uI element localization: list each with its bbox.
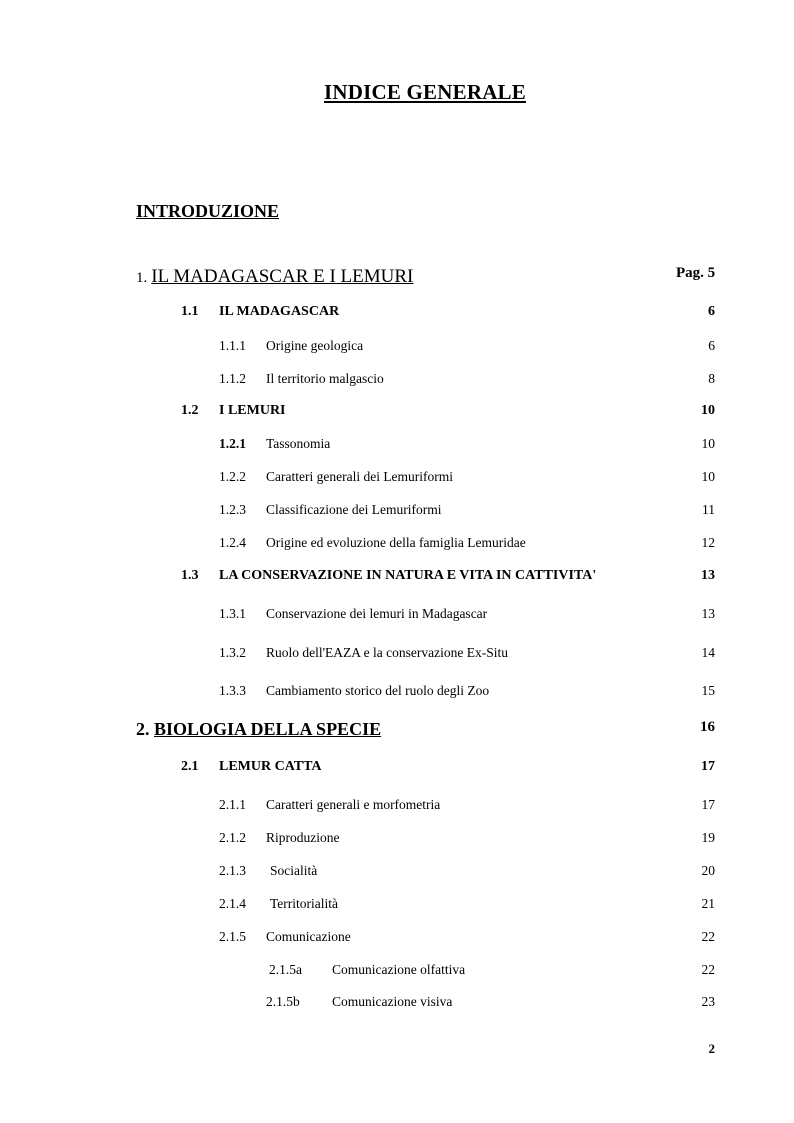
subsection-number: 1.1.2 <box>219 371 246 386</box>
subsection-page: 22 <box>701 929 715 944</box>
subsection-title: Conservazione dei lemuri in Madagascar <box>266 606 488 621</box>
section-number: 1.3 <box>181 568 199 583</box>
subsection-title: Origine ed evoluzione della famiglia Lemuridae <box>266 535 526 550</box>
subsubsection-page: 23 <box>701 994 715 1009</box>
section-number: 2.1 <box>181 759 199 774</box>
subsection-title: Ruolo dell'EAZA e la conservazione Ex-Situ <box>266 645 508 660</box>
subsection-number: 2.1.3 <box>219 863 246 878</box>
subsubsection-number: 2.1.5b <box>266 994 300 1009</box>
subsection-page: 20 <box>701 863 715 878</box>
subsection-title: Socialità <box>270 863 318 878</box>
subsection-page: 17 <box>701 797 715 812</box>
section-page: 17 <box>701 759 715 774</box>
subsection-page: 8 <box>708 371 715 386</box>
subsection-title: Caratteri generali dei Lemuriformi <box>266 469 454 484</box>
subsection-page: 6 <box>708 338 715 353</box>
section-title: I LEMURI <box>219 403 286 418</box>
subsection-number: 2.1.5 <box>219 929 246 944</box>
subsection-number: 2.1.4 <box>219 896 246 911</box>
subsection-number: 1.3.2 <box>219 645 246 660</box>
chapter-2-page: 16 <box>700 719 715 735</box>
subsection-number: 1.2.3 <box>219 502 246 517</box>
subsection-page: 14 <box>701 645 715 660</box>
subsection-title: Cambiamento storico del ruolo degli Zoo <box>266 683 490 698</box>
subsection-page: 12 <box>701 535 715 550</box>
section-page: 10 <box>701 403 715 418</box>
subsubsection-page: 22 <box>701 962 715 977</box>
subsection-number: 2.1.1 <box>219 797 246 812</box>
chapter-2-heading <box>136 719 381 740</box>
intro-heading: INTRODUZIONE <box>136 201 280 221</box>
subsection-title: Caratteri generali e morfometria <box>266 797 441 812</box>
chapter-1-title: IL MADAGASCAR E I LEMURI <box>151 266 414 287</box>
subsection-page: 19 <box>701 830 715 845</box>
page-title: INDICE GENERALE <box>324 80 526 104</box>
subsection-number: 1.3.1 <box>219 606 246 621</box>
section-title: LEMUR CATTA <box>219 759 322 774</box>
subsection-title: Comunicazione <box>266 929 351 944</box>
subsection-page: 15 <box>701 683 715 698</box>
subsection-page: 10 <box>701 436 715 451</box>
chapter-1-heading <box>136 266 413 288</box>
subsection-title: Tassonomia <box>266 436 331 451</box>
subsection-number: 1.2.1 <box>219 436 246 451</box>
page-number: 2 <box>708 1041 715 1056</box>
chapter-1-page: Pag. 5 <box>676 265 716 281</box>
subsection-title: Classificazione dei Lemuriformi <box>266 502 442 517</box>
section-page: 6 <box>708 304 715 319</box>
subsection-page: 10 <box>701 469 715 484</box>
chapter-1-number: 1. <box>136 270 148 286</box>
subsection-page: 11 <box>702 502 715 517</box>
subsection-title: Territorialità <box>270 896 339 911</box>
section-number: 1.1 <box>181 304 199 319</box>
chapter-2-title: BIOLOGIA DELLA SPECIE <box>154 719 382 739</box>
subsection-page: 21 <box>701 896 715 911</box>
subsection-number: 1.1.1 <box>219 338 246 353</box>
chapter-2-number: 2. <box>136 719 150 739</box>
subsection-title: Riproduzione <box>266 830 340 845</box>
section-title: IL MADAGASCAR <box>219 304 340 319</box>
subsection-number: 2.1.2 <box>219 830 246 845</box>
subsection-page: 13 <box>701 606 715 621</box>
subsection-number: 1.2.4 <box>219 535 246 550</box>
subsection-title: Origine geologica <box>266 338 364 353</box>
section-page: 13 <box>701 568 715 583</box>
section-title: LA CONSERVAZIONE IN NATURA E VITA IN CATTIVITA' <box>219 568 597 583</box>
subsection-number: 1.2.2 <box>219 469 246 484</box>
subsection-number: 1.3.3 <box>219 683 246 698</box>
subsubsection-number: 2.1.5a <box>269 962 302 977</box>
subsubsection-title: Comunicazione visiva <box>332 994 453 1009</box>
subsubsection-title: Comunicazione olfattiva <box>332 962 466 977</box>
subsection-title: Il territorio malgascio <box>266 371 384 386</box>
section-number: 1.2 <box>181 403 199 418</box>
